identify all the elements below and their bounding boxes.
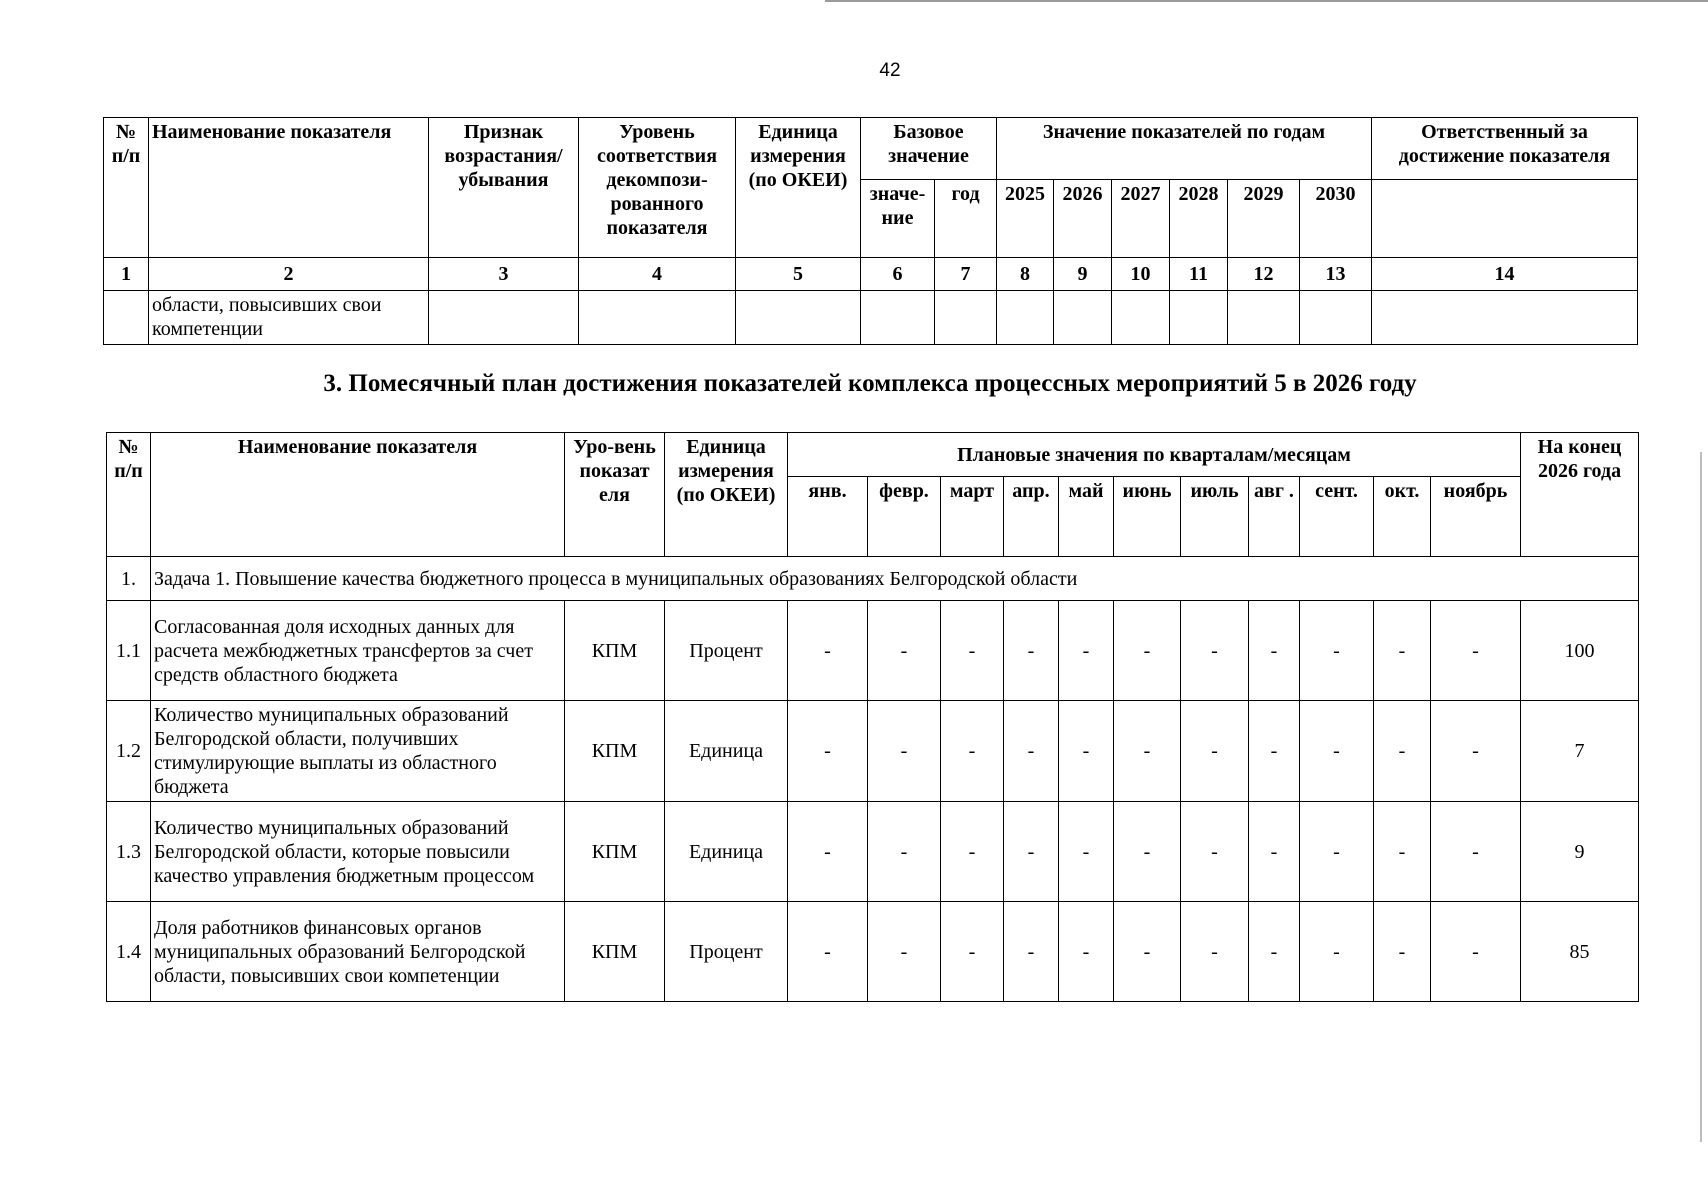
header-month: янв. <box>788 477 868 557</box>
header-month: сент. <box>1300 477 1374 557</box>
row-level: КПМ <box>565 902 665 1002</box>
row-end-value: 85 <box>1521 902 1639 1002</box>
row-month-value: - <box>1374 601 1431 701</box>
row-month-value: - <box>868 802 941 902</box>
col-number: 7 <box>935 258 997 291</box>
row-month-value: - <box>1300 701 1374 802</box>
row-month-value: - <box>1431 902 1521 1002</box>
task-num: 1. <box>107 557 151 601</box>
row-month-value: - <box>1181 902 1249 1002</box>
header-month: май <box>1059 477 1114 557</box>
row-end-value: 7 <box>1521 701 1639 802</box>
row-month-value: - <box>1374 802 1431 902</box>
continuation-text: области, повысивших свои компетенции <box>149 291 429 345</box>
row-month-value: - <box>1431 601 1521 701</box>
col-number: 13 <box>1300 258 1372 291</box>
row-month-value: - <box>1004 701 1059 802</box>
col-number: 3 <box>429 258 579 291</box>
row-month-value: - <box>1374 701 1431 802</box>
row-month-value: - <box>1249 601 1300 701</box>
header-name: Наименование показателя <box>149 118 429 258</box>
indicators-table-continuation <box>103 117 1638 345</box>
col-number: 11 <box>1170 258 1228 291</box>
row-month-value: - <box>1059 601 1114 701</box>
header-responsible-blank <box>1372 180 1638 258</box>
header-years-group: Значение показателей по годам <box>997 118 1372 180</box>
row-num: 1.4 <box>107 902 151 1002</box>
header-year: 2030 <box>1300 180 1372 258</box>
header-month: авг . <box>1249 477 1300 557</box>
row-month-value: - <box>1249 902 1300 1002</box>
row-unit: Процент <box>665 902 788 1002</box>
header-year: 2028 <box>1170 180 1228 258</box>
row-month-value: - <box>868 701 941 802</box>
row-month-value: - <box>1431 802 1521 902</box>
header-level: Уро-вень показат еля <box>565 433 665 557</box>
header-num: № п/п <box>104 118 149 258</box>
row-month-value: - <box>941 701 1004 802</box>
row-month-value: - <box>1249 701 1300 802</box>
header-trend: Признак возрастания/ убывания <box>429 118 579 258</box>
header-month: февр. <box>868 477 941 557</box>
header-year: 2026 <box>1054 180 1112 258</box>
table-row <box>107 601 1639 701</box>
row-month-value: - <box>941 902 1004 1002</box>
row-name: Доля работников финансовых органов муниципальных образований Белгородской области, повысивших свои компетенции <box>151 902 565 1002</box>
monthly-plan-table <box>106 432 1639 1002</box>
row-level: КПМ <box>565 601 665 701</box>
col-number: 2 <box>149 258 429 291</box>
row-level: КПМ <box>565 802 665 902</box>
row-month-value: - <box>1059 802 1114 902</box>
row-end-value: 9 <box>1521 802 1639 902</box>
header-month: июнь <box>1114 477 1181 557</box>
row-month-value: - <box>1114 601 1181 701</box>
header-end: На конец 2026 года <box>1521 433 1639 557</box>
col-number: 1 <box>104 258 149 291</box>
header-level: Уровень соответствия декомпози-рованного показателя <box>579 118 736 258</box>
table-row <box>107 802 1639 902</box>
task-text: Задача 1. Повышение качества бюджетного процесса в муниципальных образованиях Белгородской области <box>151 557 1639 601</box>
col-number: 10 <box>1112 258 1170 291</box>
row-month-value: - <box>1181 802 1249 902</box>
row-num: 1.3 <box>107 802 151 902</box>
header-year: 2025 <box>997 180 1054 258</box>
row-month-value: - <box>788 802 868 902</box>
row-month-value: - <box>941 601 1004 701</box>
row-month-value: - <box>941 802 1004 902</box>
col-number: 6 <box>861 258 935 291</box>
col-number: 9 <box>1054 258 1112 291</box>
header-month: апр. <box>1004 477 1059 557</box>
header-name: Наименование показателя <box>151 433 565 557</box>
page-number: 42 <box>879 60 901 81</box>
row-month-value: - <box>868 902 941 1002</box>
row-month-value: - <box>788 601 868 701</box>
row-month-value: - <box>788 902 868 1002</box>
col-number: 8 <box>997 258 1054 291</box>
header-month: окт. <box>1374 477 1431 557</box>
header-month: ноябрь <box>1431 477 1521 557</box>
col-number: 5 <box>736 258 861 291</box>
col-number: 4 <box>579 258 736 291</box>
row-month-value: - <box>1059 902 1114 1002</box>
row-num: 1.2 <box>107 701 151 802</box>
header-base-year: год <box>935 180 997 258</box>
row-unit: Процент <box>665 601 788 701</box>
col-number: 12 <box>1228 258 1300 291</box>
row-month-value: - <box>1181 701 1249 802</box>
row-month-value: - <box>1004 902 1059 1002</box>
row-month-value: - <box>1004 601 1059 701</box>
section-title: 3. Помесячный план достижения показателей комплекса процессных мероприятий 5 в 2026 году <box>323 370 1417 397</box>
row-end-value: 100 <box>1521 601 1639 701</box>
row-month-value: - <box>1300 601 1374 701</box>
row-name: Согласованная доля исходных данных для расчета межбюджетных трансфертов за счет средств областного бюджета <box>151 601 565 701</box>
row-month-value: - <box>1114 802 1181 902</box>
header-unit: Единица измерения (по ОКЕИ) <box>665 433 788 557</box>
row-month-value: - <box>1181 601 1249 701</box>
row-unit: Единица <box>665 701 788 802</box>
row-month-value: - <box>1059 701 1114 802</box>
right-scan-line <box>1700 452 1702 1142</box>
table-row <box>107 902 1639 1002</box>
table-row <box>107 701 1639 802</box>
row-month-value: - <box>868 601 941 701</box>
header-num: № п/п <box>107 433 151 557</box>
row-month-value: - <box>1300 802 1374 902</box>
row-month-value: - <box>788 701 868 802</box>
header-year: 2027 <box>1112 180 1170 258</box>
header-month: март <box>941 477 1004 557</box>
header-base-value: значе-ние <box>861 180 935 258</box>
row-month-value: - <box>1374 902 1431 1002</box>
row-month-value: - <box>1114 701 1181 802</box>
row-name: Количество муниципальных образований Белгородской области, получивших стимулирующие выплаты из областного бюджета <box>151 701 565 802</box>
header-responsible: Ответственный за достижение показателя <box>1372 118 1638 180</box>
header-base: Базовое значение <box>861 118 997 180</box>
row-name: Количество муниципальных образований Белгородской области, которые повысили качество управления бюджетным процессом <box>151 802 565 902</box>
col-number: 14 <box>1372 258 1638 291</box>
row-month-value: - <box>1300 902 1374 1002</box>
header-month: июль <box>1181 477 1249 557</box>
top-scan-line <box>825 0 1708 2</box>
header-unit: Единица измерения (по ОКЕИ) <box>736 118 861 258</box>
row-level: КПМ <box>565 701 665 802</box>
row-unit: Единица <box>665 802 788 902</box>
header-year: 2029 <box>1228 180 1300 258</box>
row-month-value: - <box>1004 802 1059 902</box>
row-num: 1.1 <box>107 601 151 701</box>
header-plan-group: Плановые значения по кварталам/месяцам <box>788 433 1521 477</box>
row-month-value: - <box>1431 701 1521 802</box>
row-month-value: - <box>1249 802 1300 902</box>
row-month-value: - <box>1114 902 1181 1002</box>
